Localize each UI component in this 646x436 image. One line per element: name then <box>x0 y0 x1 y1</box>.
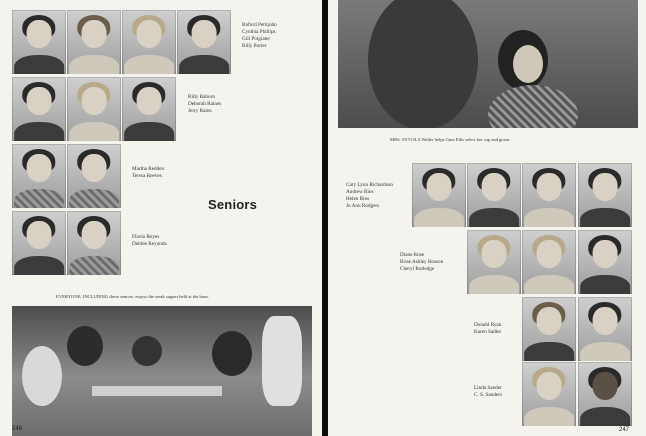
portrait-photo <box>12 77 66 141</box>
portrait-photo <box>522 362 576 426</box>
student-name: Gill Poigiater <box>242 36 271 42</box>
student-name: Karen Sadler <box>474 329 502 335</box>
student-name: Cary Lynn Richardson <box>346 182 393 188</box>
name-list <box>132 166 164 180</box>
student-name: C. S. Sanders <box>474 392 502 398</box>
student-name: Jerry Rains <box>188 108 212 114</box>
student-name: Billy Raborn <box>188 94 215 100</box>
name-list <box>346 182 393 210</box>
portrait-photo <box>412 163 466 227</box>
photo-caption: EVERYONE, INCLUDING these seniors, enjoys the steak supper held at the barn. <box>56 294 209 299</box>
portrait-photo <box>522 297 576 361</box>
student-name: Donald Ryan <box>474 322 502 328</box>
page-number: 246 <box>12 426 23 432</box>
portrait-photo <box>12 144 66 208</box>
student-name: Martha Redden <box>132 166 165 172</box>
portrait-photo <box>67 77 121 141</box>
student-name: Deborah Raines <box>188 101 222 107</box>
student-name: Buford Pettijohn <box>242 22 277 28</box>
section-title: Seniors <box>208 197 258 212</box>
portrait-photo <box>467 230 521 294</box>
student-name: Debbie Reyunda <box>132 241 167 247</box>
portrait-photo <box>522 230 576 294</box>
portrait-photo <box>177 10 231 74</box>
portrait-photo <box>578 163 632 227</box>
name-list <box>132 234 167 248</box>
name-list <box>188 94 221 115</box>
portrait-photo <box>578 230 632 294</box>
portrait-photo <box>67 211 121 275</box>
student-name: Cynthia Phillips <box>242 29 276 35</box>
student-name: Linda Sander <box>474 385 502 391</box>
name-list <box>400 252 443 273</box>
portrait-photo <box>67 144 121 208</box>
student-name: Andrew Rios <box>346 189 374 195</box>
student-name: Flavio Reyes <box>132 234 160 240</box>
name-list <box>474 385 502 399</box>
left-page <box>0 0 322 436</box>
candid-photo <box>338 0 638 128</box>
portrait-photo <box>467 163 521 227</box>
student-name: Diane Rose <box>400 252 425 258</box>
portrait-photo <box>122 77 176 141</box>
student-name: Brise Ashley Rosson <box>400 259 444 265</box>
student-name: Helen Rios <box>346 196 370 202</box>
portrait-photo <box>122 10 176 74</box>
portrait-photo <box>578 362 632 426</box>
name-list <box>242 22 277 50</box>
student-name: Teresa Reeves <box>132 173 162 179</box>
student-name: Billy Porter <box>242 43 267 49</box>
portrait-photo <box>522 163 576 227</box>
student-name: Jo Ann Rodgers <box>346 203 380 209</box>
student-name: Cheryl Rutledge <box>400 266 435 272</box>
candid-photo <box>12 306 312 436</box>
portrait-photo <box>12 211 66 275</box>
right-page <box>328 0 646 436</box>
portrait-photo <box>12 10 66 74</box>
photo-caption: MRS. SYVOLA Waller helps Gina Ellis select her cap and gown. <box>390 137 511 142</box>
portrait-photo <box>578 297 632 361</box>
portrait-photo <box>67 10 121 74</box>
page-number: 247 <box>619 427 630 433</box>
name-list <box>474 322 501 336</box>
